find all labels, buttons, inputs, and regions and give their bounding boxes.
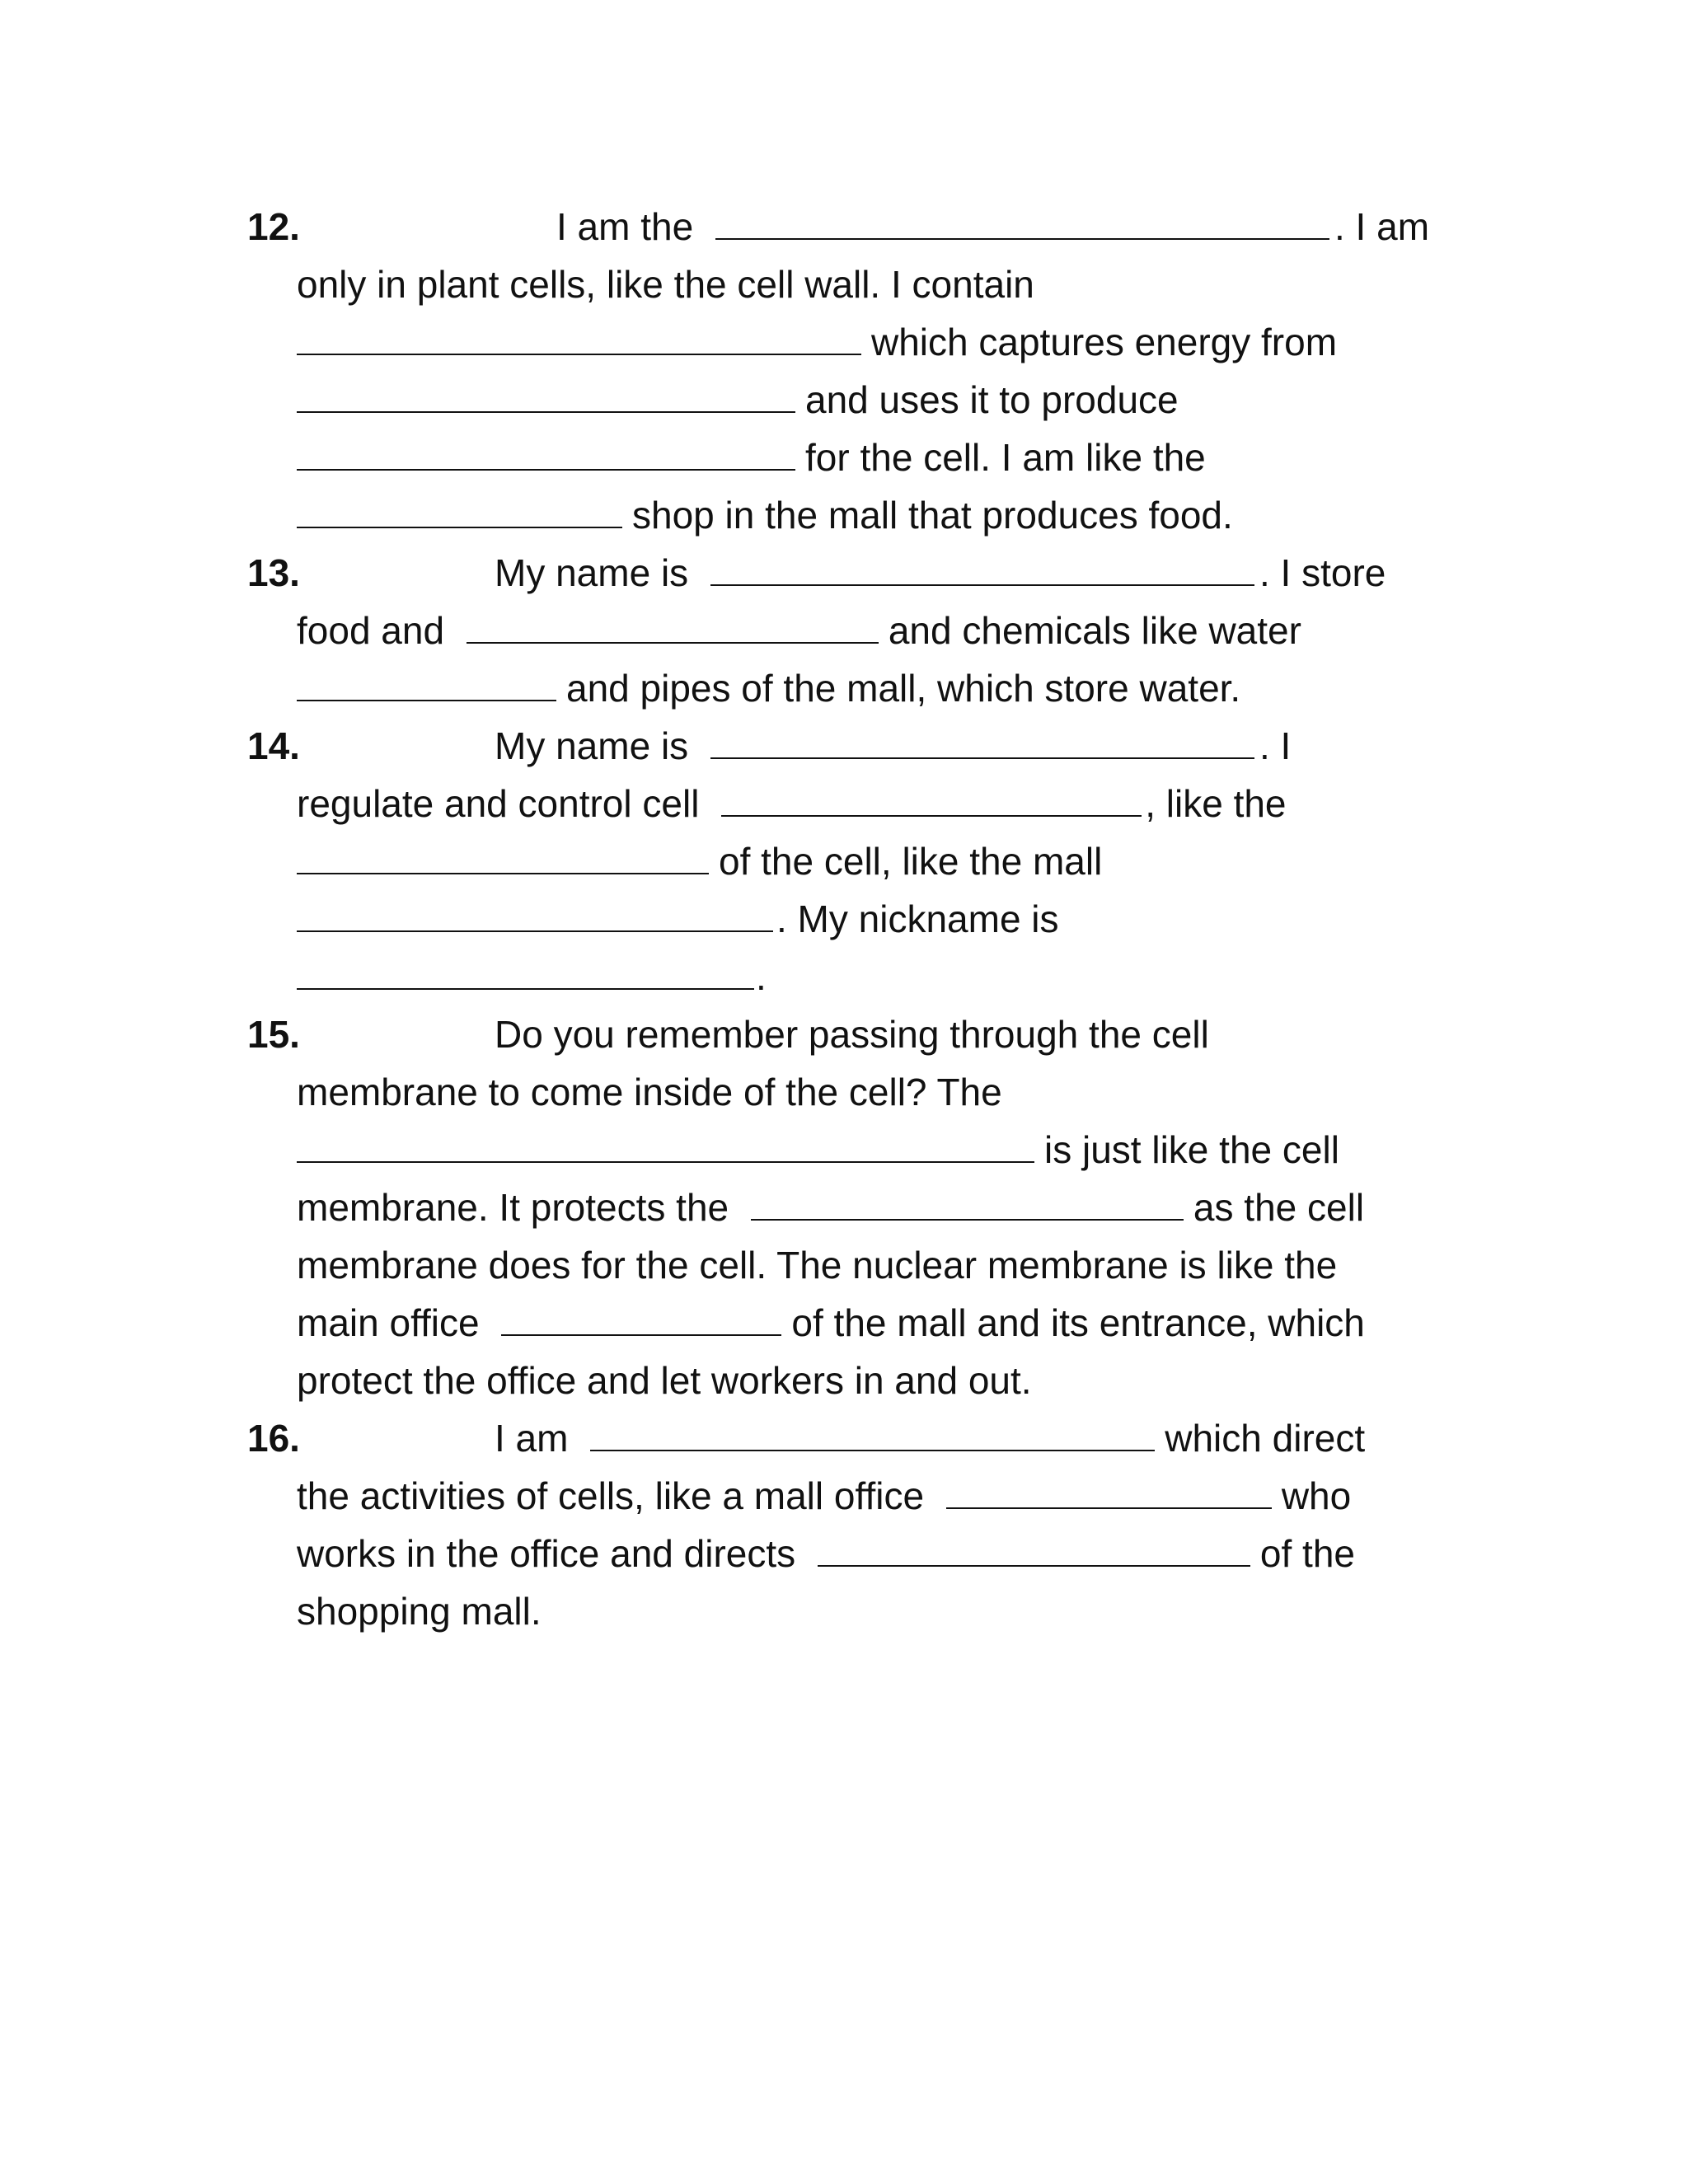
question-line — [247, 1525, 1467, 1582]
question-text: shop in the mall that produces food. — [632, 494, 1233, 537]
question-text: the activities of cells, like a mall office — [297, 1474, 925, 1517]
question-12 — [247, 198, 1467, 544]
question-text: as the cell — [1193, 1186, 1365, 1229]
question-text: membrane. It protects the — [297, 1186, 729, 1229]
question-text: works in the office and directs — [297, 1532, 796, 1575]
question-line — [247, 1409, 1467, 1467]
question-line — [247, 775, 1467, 832]
question-text: , like the — [1145, 782, 1287, 825]
answer-blank[interactable] — [721, 782, 1142, 817]
question-line — [247, 371, 1467, 429]
question-line — [247, 1005, 1467, 1063]
answer-blank[interactable] — [946, 1474, 1272, 1509]
question-line — [247, 1467, 1467, 1525]
answer-blank[interactable] — [297, 840, 709, 874]
question-line — [247, 198, 1467, 255]
question-text: which captures energy from — [871, 321, 1338, 363]
question-line — [247, 544, 1467, 602]
answer-blank[interactable] — [297, 378, 795, 413]
answer-blank[interactable] — [590, 1417, 1155, 1451]
question-line — [247, 1121, 1467, 1179]
question-text: and uses it to produce — [805, 378, 1179, 421]
question-text: . — [756, 955, 767, 998]
question-line — [247, 429, 1467, 486]
question-line — [247, 659, 1467, 717]
question-line — [247, 890, 1467, 948]
question-line — [247, 832, 1467, 890]
question-number: 12. — [247, 205, 300, 248]
question-line — [247, 313, 1467, 371]
question-text: and chemicals like water — [888, 609, 1301, 652]
question-text: is just like the cell — [1044, 1128, 1339, 1171]
question-line — [247, 1352, 1467, 1409]
question-text: I am — [495, 1417, 569, 1460]
question-text: . My nickname is — [776, 898, 1059, 940]
answer-blank[interactable] — [297, 494, 622, 528]
question-text: I am the — [556, 205, 694, 248]
question-14 — [247, 717, 1467, 1005]
question-number: 13. — [247, 551, 300, 594]
answer-blank[interactable] — [297, 1128, 1034, 1163]
question-text: Do you remember passing through the cell — [495, 1013, 1209, 1056]
answer-blank[interactable] — [715, 205, 1329, 240]
question-text: My name is — [495, 724, 689, 767]
answer-blank[interactable] — [297, 667, 556, 701]
question-15 — [247, 1005, 1467, 1409]
question-line — [247, 948, 1467, 1005]
question-text: shopping mall. — [297, 1590, 542, 1633]
question-line — [247, 602, 1467, 659]
question-text: membrane to come inside of the cell? The — [297, 1071, 1002, 1113]
answer-blank[interactable] — [751, 1186, 1184, 1221]
answer-blank[interactable] — [297, 436, 795, 471]
question-text: who — [1281, 1474, 1352, 1517]
question-text: regulate and control cell — [297, 782, 700, 825]
answer-blank[interactable] — [297, 955, 754, 990]
question-number: 15. — [247, 1013, 300, 1056]
question-number: 16. — [247, 1417, 300, 1460]
question-text: of the — [1259, 1532, 1355, 1575]
question-text: only in plant cells, like the cell wall. I contain — [297, 263, 1034, 306]
question-line — [247, 1294, 1467, 1352]
answer-blank[interactable] — [710, 551, 1254, 586]
question-text: My name is — [495, 551, 689, 594]
question-number: 14. — [247, 724, 300, 767]
answer-blank[interactable] — [710, 724, 1254, 759]
question-text: of the cell, like the mall — [719, 840, 1103, 883]
question-13 — [247, 544, 1467, 717]
answer-blank[interactable] — [818, 1532, 1250, 1567]
question-line — [247, 486, 1467, 544]
question-line — [247, 1236, 1467, 1294]
question-line — [247, 1582, 1467, 1640]
question-16 — [247, 1409, 1467, 1640]
question-text: which direct — [1165, 1417, 1366, 1460]
question-line — [247, 717, 1467, 775]
question-text: food and — [297, 609, 445, 652]
question-text: . I store — [1259, 551, 1386, 594]
question-line — [247, 255, 1467, 313]
answer-blank[interactable] — [467, 609, 879, 644]
question-text: for the cell. I am like the — [805, 436, 1206, 479]
question-line — [247, 1179, 1467, 1236]
question-text: membrane does for the cell. The nuclear membrane is like the — [297, 1244, 1338, 1286]
question-text: . I — [1259, 724, 1292, 767]
question-text: protect the office and let workers in and out. — [297, 1359, 1032, 1402]
question-text: and pipes of the mall, which store water. — [566, 667, 1241, 710]
answer-blank[interactable] — [297, 898, 773, 932]
question-line — [247, 1063, 1467, 1121]
question-text: of the mall and its entrance, which — [791, 1301, 1365, 1344]
question-text: main office — [297, 1301, 480, 1344]
answer-blank[interactable] — [297, 321, 861, 355]
answer-blank[interactable] — [501, 1301, 781, 1336]
question-text: . I am — [1334, 205, 1430, 248]
